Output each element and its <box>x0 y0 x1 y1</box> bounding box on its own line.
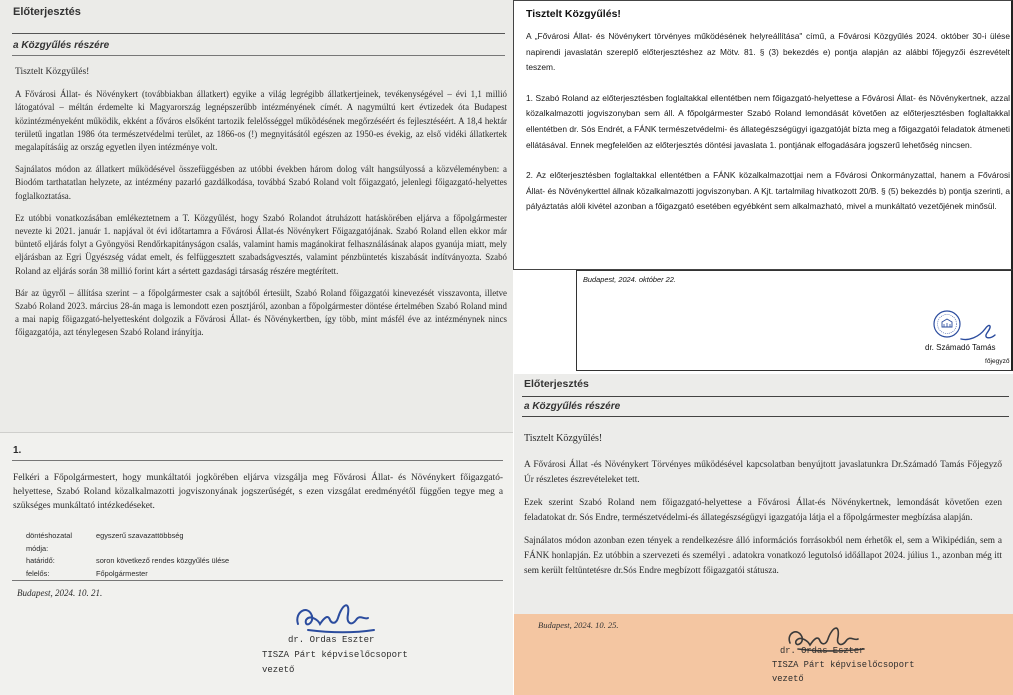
signer-block <box>772 644 915 687</box>
paragraph: Bár az ügyről – állítása szerint – a főpolgármester csak a sajtóból értesült, Szabó Roland főigazgatói kinevezését visszavonta, illetve Szabó Roland 2023. március 28-án maga is lemondott ezen posztjáról, azonban a főpolgármester döntése értelmében Szabó Roland mind a mai napig főigazgató-helyettesként dolgozik a Fővárosi Állat- és Növénykertben, így több, mint másfél éve az intézménynek nincs főigazgatója, azt ténylegesen Szabó Roland irányítja. <box>15 287 507 338</box>
paragraph: A Fővárosi Állat- és Növénykert (továbbiakban állatkert) egyike a világ legrégibb állatkertjeinek, tevékenységével – évi 1,1 millió látogatóval – méltán érdemelte ki Magyarország legnépszerűbb intézményének címét. A nagymúltú kert évtizedek óta Budapest közintézményeként működik, ekként a főváros elsőként tartozik felelősséggel működésének megőrzéséért és fejlesztéséért. A 18,4 hektár területű ingatlan 1986 óta természetvédelmi terület, az 1866-os (!) megnyitásától egészen az 1950-es évekig, az első vidéki állatkertek megalapításáig az ország egyetlen ilyen intézménye volt. <box>15 89 507 153</box>
place-date: Budapest, 2024. 10. 21. <box>17 588 103 598</box>
signer-role: vezető <box>772 674 804 685</box>
meta-value: Főpolgármester <box>96 568 148 578</box>
document-type-heading: Előterjesztés <box>13 6 81 18</box>
document-type-heading: Előterjesztés <box>524 378 589 390</box>
signer-role: vezető <box>262 664 295 675</box>
salutation-heading: Tisztelt Közgyűlés! <box>526 8 621 20</box>
meta-value: egyszerű szavazattöbbség <box>96 531 184 540</box>
addressee-subheading: a Közgyűlés részére <box>524 401 621 412</box>
paragraph: Ez utóbbi vonatkozásában emlékeztetnem a T. Közgyűlést, hogy Szabó Rolandot átruházott hatáskörében eljárva a főpolgármester nevezte ki 2021. január 1. napjával öt évi időtartamra a Fővárosi Állat-és Növénykert Főigazgatójának. Szabó Roland ellen ekkor már büntető eljárás folyt a Gyöngyösi Rendőrkapitányságon csalás, valamint hamis magánokirat felhasználásának alapos gyanúja miatt, mely eljárásban az Egri Ügyészség vádat emelt, és felfüggesztett szabadságvesztés, valamint pénzbüntetés kiszabását indítványozta. Szabó Roland az eljárás során 38 millió forint kárt a sértett gazdasági társaság részére megtérített. <box>15 212 507 276</box>
meta-key: felelős: <box>26 568 50 578</box>
signer-organization: TISZA Párt képviselőcsoport <box>772 660 915 671</box>
header-rule <box>522 396 1009 397</box>
meta-row <box>26 555 229 568</box>
proposal-body <box>15 66 507 349</box>
signer-block <box>262 633 408 677</box>
resolution-text: Felkéri a Főpolgármestert, hogy munkáltatói jogkörében eljárva vizsgálja meg Fővárosi Állat- és Növénykert főigazgató-helyettese, Szabó Roland közalkalmazotti jogviszonyának jogszerűségét, s ezen vizsgálat eredményétől függően tegye meg a szükséges munkáltató intézkedéseket. <box>13 473 503 511</box>
header-rule <box>12 33 505 34</box>
signer-organization: TISZA Párt képviselőcsoport <box>262 649 408 660</box>
remarks-body <box>526 29 1010 230</box>
paragraph: A Fővárosi Állat -és Növénykert Törvényes működésével kapcsolatban benyújtott javaslatunkra Dr.Számadó Tamás Főjegyző Úr részletes észrevételeket tett. <box>524 460 1002 485</box>
meta-value: soron következő rendes közgyűlés ülése <box>96 556 230 565</box>
paragraph: 1. Szabó Roland az előterjesztésben foglaltakkal ellentétben nem főigazgató-helyettese a Fővárosi Állat- és Növénykertnek, azzal közalkalmazotti jogviszonyban sem áll. A főpolgármester Szabó Roland lemondását követően az előterjesztésben foglaltakkal ellentétben dr. Sós Endrét, a FÁNK természetvédelmi- és állategészségügyi igazgatóját bízta meg a főigazgatói feladatok átmeneti ellátásával. Ennek megfelelően az előterjesztés döntési javaslata 1. pontjának elfogadására jogszerű lehetőség nincsen. <box>526 92 1010 150</box>
resolution-item-number: 1. <box>13 445 22 456</box>
proposal-page-top-left <box>0 0 513 432</box>
paragraph: Ezek szerint Szabó Roland nem főigazgató-helyettese a Fővárosi Állat-és Növénykertnek, lemondását követően ezen feladatokat dr. Sós Endre, természetvédelmi-és állategészségügyi igazgatója látja el a főpolgármester megbízása alapján. <box>524 498 1002 523</box>
meta-row <box>26 530 229 555</box>
meta-key: határidő: <box>26 556 55 565</box>
resolution-page-bottom-left <box>0 432 513 695</box>
subheader-rule <box>522 416 1009 417</box>
signer-role: főjegyző <box>985 358 1010 365</box>
addressee-subheading: a Közgyűlés részére <box>13 40 110 51</box>
proposal-page-bottom-right <box>514 374 1013 695</box>
signer-name: dr. Ordas Eszter <box>288 635 375 645</box>
meta-row <box>26 568 229 581</box>
paragraph: Sajnálatos módon azonban ezen tények a rendelkezésre álló információs forrásokból nem érhetők el, sem a Wikipédián, sem a FÁNK honlapján. Ez utóbbin a szervezeti és személyi . adatokra vonatkozó legutolsó időállapot 2024. július 1., azonban még itt sem került feltüntetésre dr.Sós Endre megbízott főigazgatói státusza. <box>524 536 1002 576</box>
proposal-body <box>524 458 1002 587</box>
place-date: Budapest, 2024. október 22. <box>583 275 676 284</box>
place-date: Budapest, 2024. 10. 25. <box>538 620 619 630</box>
chief-notary-remarks-page <box>513 0 1013 270</box>
resolution-metadata <box>26 530 229 580</box>
meta-key: döntéshozatal módja: <box>26 531 73 553</box>
salutation: Tisztelt Közgyűlés! <box>15 67 90 77</box>
signer-name: dr. Számadó Tamás <box>925 343 996 352</box>
paragraph: 2. Az előterjesztésben foglaltakkal ellentétben a FÁNK közalkalmazottjai nem a Fővárosi Önkormányzattal, hanem a Fővárosi Állat- és Növénykerttel állnak közalkalmazotti jogviszonyban. A Kjt. tartalmilag hivatkozott 20/B. § (5) bekezdés b) pontja szerinti, a pályáztatás alóli kivétel azonban a főigazgató esetében egyébként sem alkalmazható, mivel a munkáltató vezetőjének minősül. <box>526 170 1010 212</box>
signer-name: dr. Ordas Eszter <box>780 646 865 656</box>
salutation: Tisztelt Közgyűlés! <box>524 433 603 444</box>
handwritten-signature <box>957 319 997 345</box>
signature-rule <box>12 580 503 581</box>
chief-notary-signature-block <box>576 270 1013 371</box>
paragraph: A „Fővárosi Állat- és Növénykert törvényes működésének helyreállítása" című, a Fővárosi Közgyűlés 2024. október 30-i ülése napirendi javaslatán szereplő előterjesztéshez az Mötv. 81. § (3) bekezdés e) pontja alapján az alábbi főjegyzői észrevételt teszem. <box>526 31 1010 73</box>
item-rule <box>12 460 503 461</box>
subheader-rule <box>12 55 505 56</box>
paragraph: Sajnálatos módon az állatkert működésével összefüggésben az utóbbi években három dolog vált hangsúlyossá a közvéleményben: a Biodóm tarthatatlan helyzete, az intézmény pazarló gazdálkodása, továbbá Szabó Roland volt főigazgató, jelenlegi főigazgató-helyettes foglalkoztatása. <box>15 164 507 201</box>
